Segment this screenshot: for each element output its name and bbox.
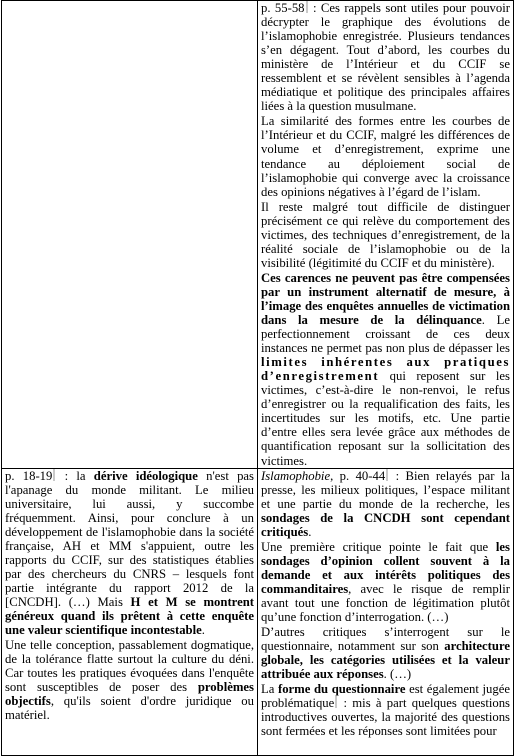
paragraph <box>5 638 254 722</box>
highlight-marker <box>335 696 337 708</box>
paragraph-text: Une première critique pointe le fait que <box>261 539 496 554</box>
paragraph-text: est également jugée problématique <box>261 682 510 711</box>
paragraph-text: D’autres critiques s’interrogent sur le questionnaire, notamment sur son <box>261 625 510 654</box>
paragraph-text: qui reposent sur les victimes, c’est-à-dire le non-renvoi, le refus d’enregistrer ou la requalification des faits, les incertitudes sur les motifs, etc. Une partie d’entre elles sera levée grâce aux méthodes de quantification reposant sur la sollicitation des victimes. <box>261 369 510 468</box>
bold-text: limites inhérentes aux pratiques d’enregistrement <box>261 355 510 384</box>
cell-critique-excerpt <box>2 468 258 755</box>
paragraph <box>5 469 254 638</box>
bold-text: H et M se montrent généreux quand ils prêtent à cette enquête une valeur scientifique incontestable <box>5 594 254 638</box>
page-reference: p. 18-19 <box>5 468 53 483</box>
bold-text: architecture globale, les catégories utilisées et la valeur attribuée aux réponses <box>261 639 510 682</box>
paragraph-text: . (…) <box>383 667 412 682</box>
cell-source-excerpt-bottom <box>258 468 514 755</box>
paragraph <box>261 271 510 468</box>
paragraph-text: La <box>261 682 278 697</box>
bold-text: dérive idéologique <box>93 468 198 483</box>
paragraph-text: , qu'ils soient d'ordre juridique ou matériel. <box>5 694 254 723</box>
paragraph <box>261 1 510 113</box>
bold-text: forme du questionnaire <box>277 682 406 697</box>
paragraph-text: : la <box>56 468 94 483</box>
comparison-table <box>1 0 514 756</box>
paragraph <box>261 625 510 681</box>
bold-text: Ces carences ne peuvent pas être compensées par un instrument alternatif de mesure, à l’image des enquêtes annuelles de victimation dans la mesure de la délinquance <box>261 270 510 328</box>
empty-cell <box>2 1 258 469</box>
highlight-marker <box>386 469 388 481</box>
paragraph: La similarité des formes entre les courbes de l’Intérieur et du CCIF, malgré les différences de volume et d’enregistrement, exprime une tendance au déploiement social de l’islamophobie qui converge avec la croissance des opinions négatives à l’égard de l’islam. <box>261 114 510 199</box>
paragraph: Il reste malgré tout difficile de distinguer précisément ce qui relève du comportement des victimes, des techniques d’enregistrement, de la réalité sociale de l’islamophobie ou de la visibilité (légitimité du CCIF et du ministère). <box>261 199 510 270</box>
paragraph-text: n'est pas l'apanage du monde militant. Le milieu universitaire, lui aussi, y succombe fréquemment. Ainsi, pour conclure à un développement de l'islamophobie dans la société française, AH et MM s'appuient, outre les rapports du CCIF, sur des statistiques établies par des chercheurs du CNRS – lesquels font partie intégrante du rapport 2012 de la [CNCDH]. (…) Mais <box>5 468 254 609</box>
paragraph <box>261 682 510 738</box>
cell-source-excerpt-top <box>258 1 514 469</box>
page-reference: , p. 40-44 <box>330 468 386 483</box>
paragraph-text: . <box>308 524 312 539</box>
paragraph-text: Une telle conception, passablement dogmatique, de la tolérance flatte surtout la culture du déni. Car toutes les pratiques évoquées dans l'enquête sont susceptibles de poser des <box>5 638 254 695</box>
paragraph-text: . <box>201 623 205 638</box>
table-row <box>2 1 514 469</box>
paragraph-text: . Le perfectionnement croissant de ces deux instances ne permet pas non plus de dépasser les <box>261 313 510 356</box>
bold-text: sondages de la CNCDH sont cependant critiqués <box>261 510 510 539</box>
paragraph <box>261 469 510 539</box>
highlight-marker <box>306 1 308 13</box>
table-row <box>2 468 514 755</box>
bold-text: les sondages d’opinion collent souvent à la demande et aux intérêts politiques des commanditaires <box>261 539 510 596</box>
paragraph-text: : Bien relayés par la presse, les milieux politiques, l’espace militant et une partie du monde de la recherche, les <box>261 468 510 511</box>
bold-text: problèmes objectifs <box>5 680 254 709</box>
paragraph-text: , avec le risque de remplir avant tout une fonction de légitimation plutôt qu’une fonction d’interrogation. (…) <box>261 581 510 625</box>
paragraph-text: : mis à part quelques questions introductives ouvertes, la majorité des questions sont fermées et les réponses sont limitées pour <box>261 696 510 739</box>
paragraph <box>261 540 510 624</box>
page-reference: p. 55-58 <box>261 1 305 15</box>
book-title: Islamophobie <box>261 468 331 483</box>
paragraph-text: : Ces rappels sont utiles pour pouvoir décrypter le graphique des évolutions de l’islamophobie enregistrée. Plusieurs tendances s’en dégagent. Tout d’abord, les courbes du ministère de l’Intérieur et du CCIF se ressemblent et se révèlent sensibles à l’agenda médiatique et politique des principales affaires liées à la question musulmane. <box>261 1 510 114</box>
document-page <box>1 0 513 756</box>
